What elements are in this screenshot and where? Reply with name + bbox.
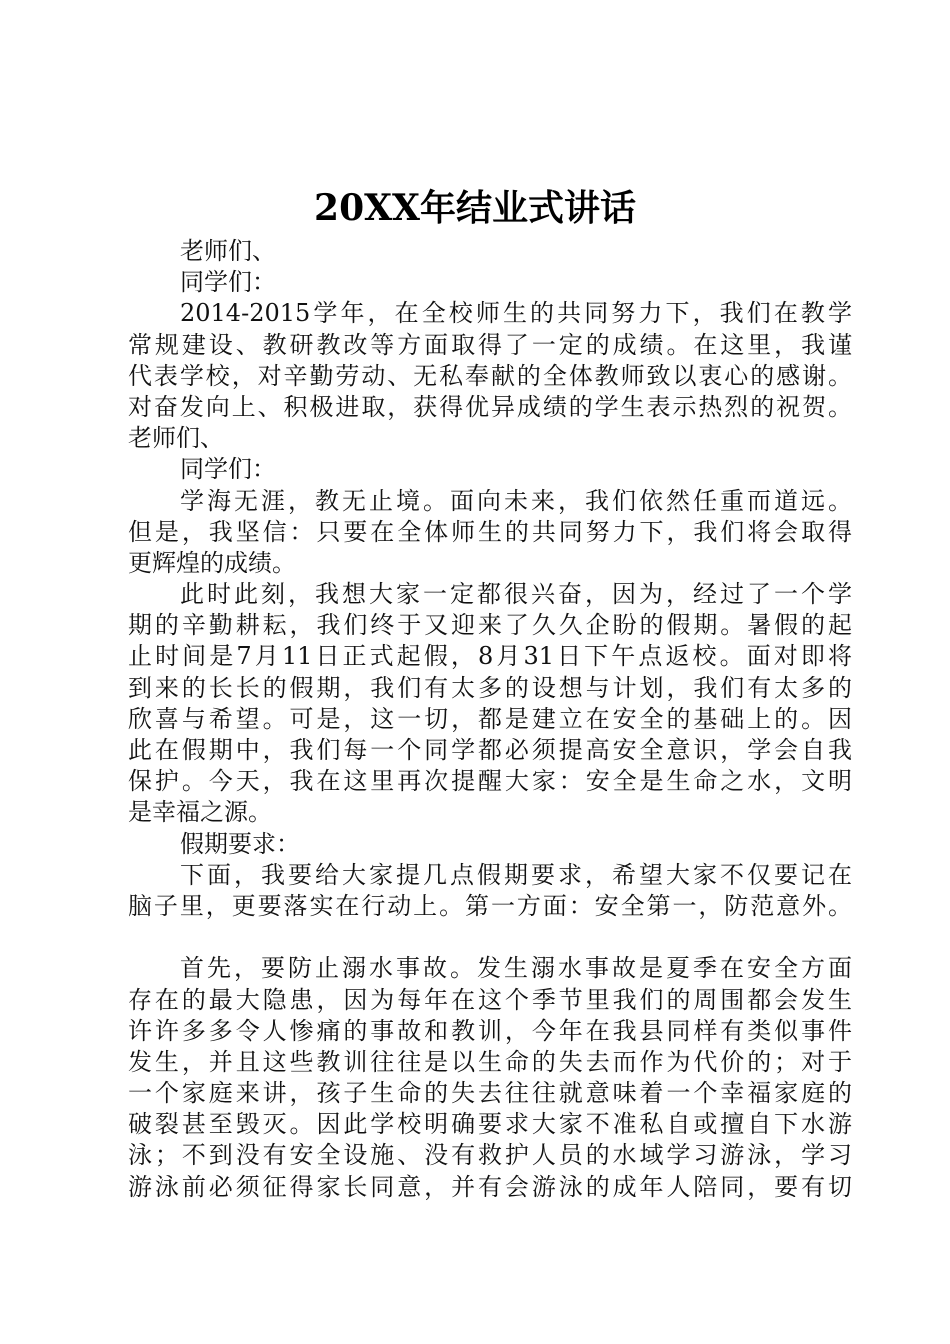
paragraph-line: 是幸福之源。 <box>128 798 272 827</box>
paragraph-line: 下面，我要给大家提几点假期要求，希望大家不仅要记在 <box>180 860 852 889</box>
blank-line <box>128 922 852 953</box>
paragraph-line: 老师们、 <box>128 424 224 453</box>
paragraph-line: 期的辛勤耕耘，我们终于又迎来了久久企盼的假期。暑假的起 <box>128 611 852 640</box>
paragraph-line: 泳；不到没有安全设施、没有救护人员的水域学习游泳，学习 <box>128 1141 852 1170</box>
paragraph-line: 止时间是7月11日正式起假，8月31日下午点返校。面对即将 <box>128 642 852 671</box>
paragraph-line: 脑子里，更要落实在行动上。第一方面：安全第一，防范意外。 <box>128 891 852 920</box>
paragraph-line: 游泳前必须征得家长同意，并有会游泳的成年人陪同，要有切 <box>128 1172 852 1201</box>
paragraph-line: 常规建设、教研教改等方面取得了一定的成绩。在这里，我谨 <box>128 330 852 359</box>
paragraph-line: 2014-2015学年，在全校师生的共同努力下，我们在教学 <box>180 299 852 328</box>
paragraph-line: 发生，并且这些教训往往是以生命的失去而作为代价的；对于 <box>128 1047 852 1076</box>
paragraph-line: 学海无涯，教无止境。面向未来，我们依然任重而道远。 <box>180 486 852 515</box>
paragraph-line: 但是，我坚信：只要在全体师生的共同努力下，我们将会取得 <box>128 517 852 546</box>
section-heading: 假期要求： <box>180 829 300 858</box>
paragraph-line: 许许多多令人惨痛的事故和教训，今年在我县同样有类似事件 <box>128 1016 852 1045</box>
salutation-line: 老师们、 <box>180 237 276 265</box>
document-title: 20XX年结业式讲话 <box>314 187 636 229</box>
paragraph-line: 此时此刻，我想大家一定都很兴奋，因为，经过了一个学 <box>180 580 852 609</box>
paragraph-line: 欣喜与希望。可是，这一切，都是建立在安全的基础上的。因 <box>128 704 852 733</box>
salutation-line: 同学们： <box>180 268 276 297</box>
paragraph-line: 此在假期中，我们每一个同学都必须提高安全意识，学会自我 <box>128 736 852 764</box>
salutation-line: 同学们： <box>180 455 276 484</box>
paragraph-line: 首先，要防止溺水事故。发生溺水事故是夏季在安全方面 <box>180 954 852 983</box>
paragraph-line: 一个家庭来讲，孩子生命的失去往往就意味着一个幸福家庭的 <box>128 1079 852 1108</box>
paragraph-line: 破裂甚至毁灭。因此学校明确要求大家不准私自或擅自下水游 <box>128 1110 852 1139</box>
paragraph-line: 存在的最大隐患，因为每年在这个季节里我们的周围都会发生 <box>128 985 852 1014</box>
paragraph-line: 更辉煌的成绩。 <box>128 548 296 577</box>
paragraph-line: 对奋发向上、积极进取，获得优异成绩的学生表示热烈的祝贺。 <box>128 392 852 421</box>
paragraph-line: 到来的长长的假期，我们有太多的设想与计划，我们有太多的 <box>128 673 852 702</box>
paragraph-line: 代表学校，对辛勤劳动、无私奉献的全体教师致以衷心的感谢。 <box>128 361 852 390</box>
document-body <box>128 236 852 1203</box>
paragraph-line: 保护。今天，我在这里再次提醒大家：安全是生命之水，文明 <box>128 767 852 796</box>
